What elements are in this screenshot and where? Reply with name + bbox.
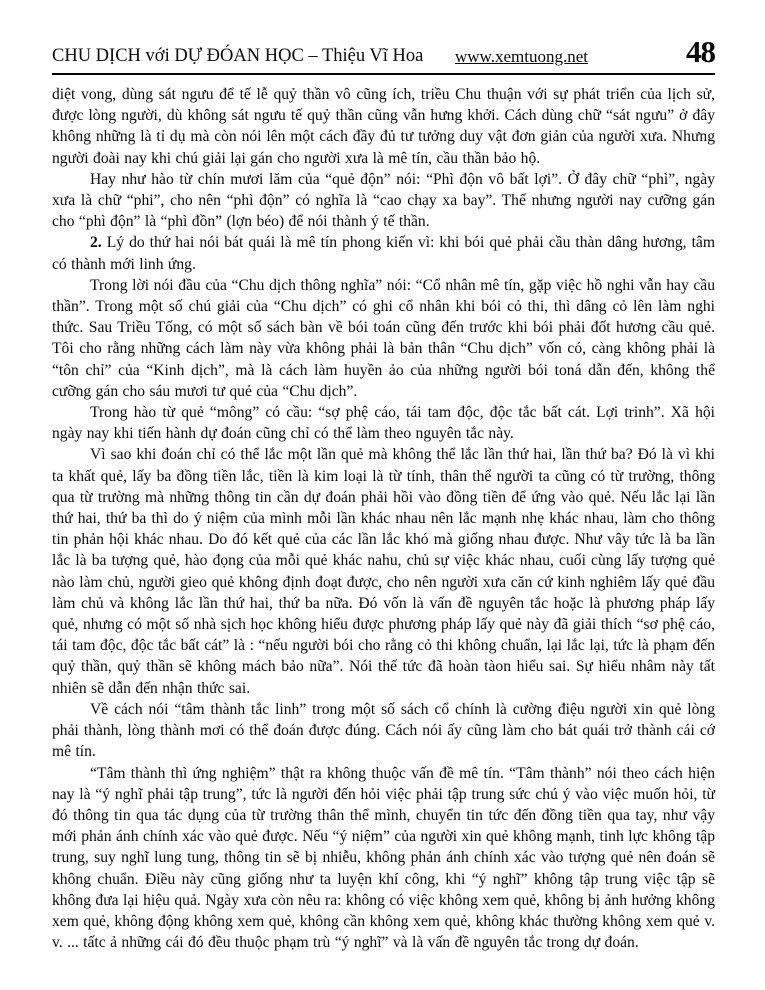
paragraph-text: Lý do thứ hai nói bát quái là mê tín phong kiến vì: khi bói quẻ phải cầu thàn dâng hương, tâm có thành mới linh ứng. xyxy=(52,234,715,273)
page-header xyxy=(52,36,715,73)
paragraph: Trong lời nói đầu của “Chu dịch thông nghĩa” nói: “Cổ nhân mê tín, gặp việc hồ nghi vẫn hay cầu thần”. Trong một số chú giải của “Chu dịch” có ghi cổ nhân khi bói cỏ thi, thì dâng cỏ lên làm nghi thức. Sau Triều Tống, có một số sách bàn về bói toán cũng đến trước khi bói phải đốt hương cầu quẻ. Tôi cho rằng những cách làm này vừa không phải là bản thân “Chu dịch” vốn có, càng không phải là “tôn chỉ” của “Kinh dịch”, mà là cách làm huyền ảo của những người bói toná dẫn đến, không thể cưỡng gán cho sáu mươi tư quẻ của “Chu dịch”. xyxy=(52,276,715,400)
book-title: CHU DỊCH với DỰ ĐÓAN HỌC – Thiệu Vĩ Hoa xyxy=(52,46,424,66)
header-divider xyxy=(52,73,715,75)
paragraph: Vì sao khi đoán chỉ có thể lắc một lần quẻ mà không thể lắc lần thứ hai, lần thứ ba? Đó là vì khi ta khất quẻ, lấy ba đồng tiền lắc, tiền là kim loại là từ tính, thân thể người ta cũng có từ trường, thông qua từ trường mà những thông tin cần dự đoán phải hồi vào đồng tiền để ứng vào quẻ. Nếu lắc lại lần thứ hai, thứ ba thì do ý niệm của mình mỗi lần khác nhau nên lắc mạnh nhẹ khác nhau, làm cho thông tin phản hội khác nhau. Do đó kết quẻ của các lần lắc khó mà giống nhau được. Như vây tức là ba lần lắc là ba tượng quẻ, hào đọng của mỗi quẻ khác nahu, chủ sự việc khác nhau, cuối cùng lấy tượng quẻ nào làm chủ, người gieo quẻ không định đoạt được, cho nên người xưa căn cứ kinh nghiêm lấy quẻ đầu làm chủ và không lắc lần thứ hai, thứ ba nữa. Đó vốn là vấn đề nguyên tắc hoặc là phương pháp lấy quẻ, nhưng có một số nhà sịch học không hiểu được phương pháp lấy quẻ này đã giải thích “sơ phệ cáo, tái tam độc, độc tắc bất cát” là : “nếu người bói cho rằng cỏ thi không chuẩn, lại lắc lại, tức là phạm đến quỷ thần, quỷ thần sẽ không mách bảo nữa”. Nói thế tức đã hoàn tàon hiểu sai. Sự hiểu nhâm này tất nhiên sẽ dẫn đến nhận thức sai. xyxy=(52,446,715,697)
page-number: 48 xyxy=(686,34,715,69)
paragraph: Hay như hào từ chín mươi lăm của “quẻ độn” nói: “Phì độn vô bất lợi”. Ở đây chữ “phì”, ngày xưa là chữ “phi”, cho nên “phì độn” có nghĩa là “cao chạy xa bay”. Thế nhưng người nay cưỡng gán cho “phì độn” là “phì đồn” (lợn béo) để nói thành ý tế thần. xyxy=(52,170,715,231)
paragraph: Về cách nói “tâm thành tắc linh” trong một số sách cổ chính là cường điệu người xin quẻ lòng phải thành, lòng thành mơi có thể đoán được đúng. Cách nói ấy cũng làm cho bát quái trở thành cái cớ mê tín. xyxy=(52,700,715,761)
body-text xyxy=(52,84,715,953)
paragraph xyxy=(52,232,715,274)
website-link[interactable]: www.xemtuong.net xyxy=(455,47,588,66)
paragraph: “Tâm thành thì ứng nghiệm” thật ra không thuộc vấn đề mê tín. “Tâm thành” nói theo cách hiện nay là “ý nghĩ phải tập trung”, tức là người đến hỏi việc phải tập trung sức chú ý vào việc muốn hỏi, từ đó thông tin qua tác dụng của từ trường thân thể mình, chuyển tin tức đến đồng tiền qua tay, như vậy mới phản ánh chính xác vào quẻ được. Nếu “ý niệm” của người xin quẻ không mạnh, tinh lực không tập trung, suy nghĩ lung tung, thông tin sẽ bị nhiễu, không phản ánh chính xác vào tượng quẻ nên đoán sẽ không chuẩn. Điều này cũng giống như ta luyện khí công, khi “ý nghĩ” không tập trung việc tập sẽ không đưa lại hiệu quả. Ngày xưa còn nêu ra: không có việc không xem quẻ, không bị ảnh hưởng không xem quẻ, không động không xem quẻ, không cần không xem quẻ, không khác thường không xem quẻ v. v. ... tấtc ả những cái đó đều thuộc phạm trù “ý nghĩ” và là vấn đề nguyên tắc trong dự đoán. xyxy=(52,764,715,952)
paragraph: Trong hào từ quẻ “mông” có cầu: “sợ phệ cáo, tái tam độc, độc tắc bất cát. Lợi trinh”. Xã hội ngày nay khi tiến hành dự đoán cũng chỉ có thể làm theo nguyên tắc này. xyxy=(52,404,715,443)
paragraph: diệt vong, dùng sát ngưu để tế lễ quỷ thần vô cũng ích, triều Chu thuận với sự phát triển của lịch sử, được lòng người, dù không sát ngưu tế quỷ thần cũng vẫn hưng khởi. Cách dùng chữ “sát ngưu” ở đây không những là tỉ dụ mà còn nói lên một cách đầy đủ tư tưởng duy vật đơn giản của người xưa. Nhưng người đoài nay khi chú giải lại gán cho người xưa là mê tín, cầu thần bảo hộ. xyxy=(52,86,715,167)
list-number: 2. xyxy=(90,234,102,252)
